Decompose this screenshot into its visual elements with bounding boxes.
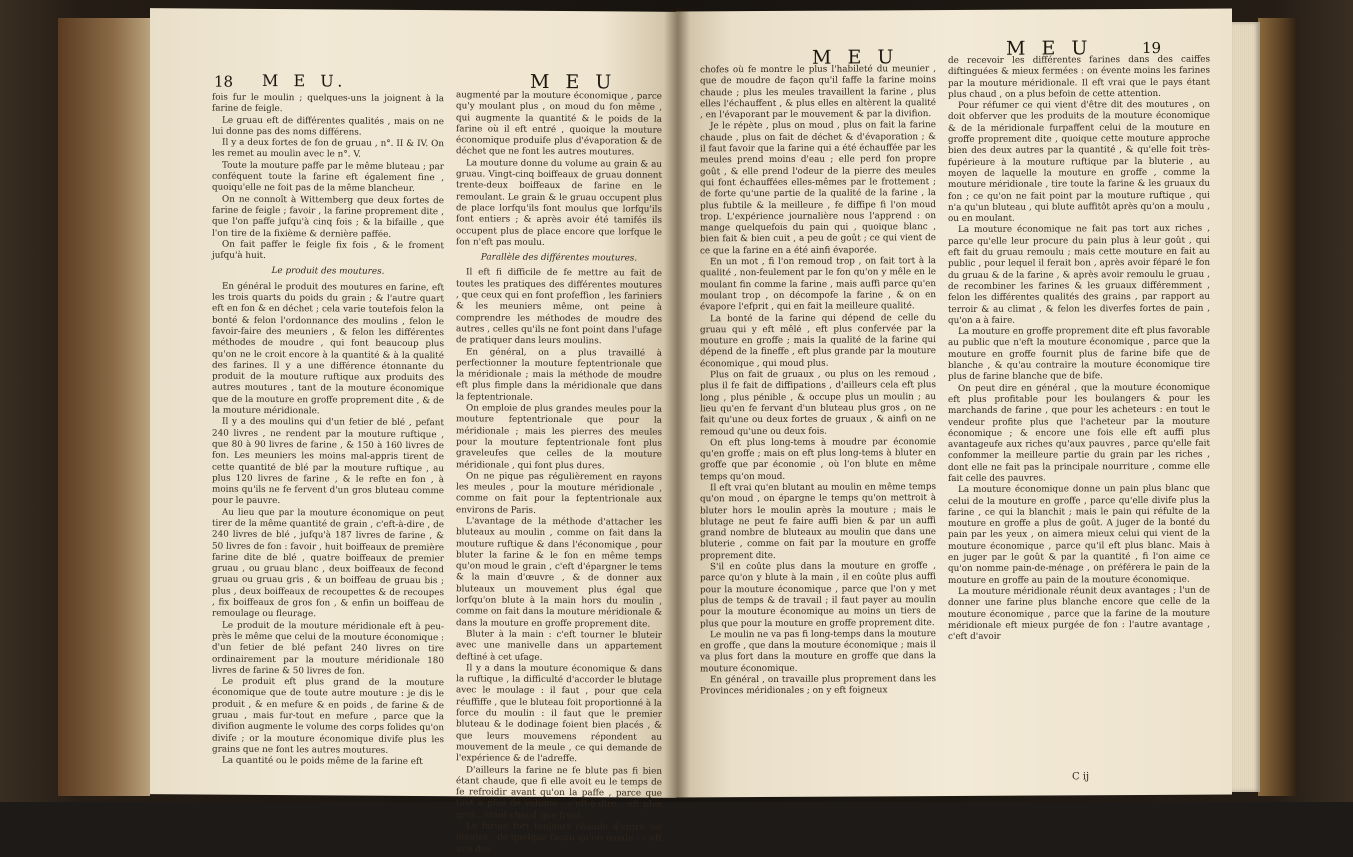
paragraph: Toute la mouture paffe par le même bluteau ; par conféquent toute la farine eft également fine , quoiqu'elle ne foit pas de la même blancheur. [212,160,444,195]
left-cover-edge [58,18,150,796]
section-heading: Le produit des moutures. [271,266,385,278]
running-header-right-col: M E U [530,70,617,94]
paragraph: La mouture en groffe proprement dite eft plus favorable au public que n'eft la mouture économique , parce que la mouture en groffe fournit plus de farine bife que de blanche , & qu'au contraire la mouture économique tire plus de farine blanche que de bife. [948,325,1210,383]
paragraph: Le gruau eft de différentes qualités , mais on ne lui donne pas des noms différens. [212,115,444,138]
paragraph: Plus on fait de gruaux , ou plus on les remoud , plus il fe fait de diffipations , d'ailleurs cela eft plus long , plus pénible , & occupe plus un moulin ; au lieu qu'en fe fervant d'un bluteau plus gros , on ne fait qu'une ou deux fortes de gruaux , & ainfi on ne remoud qu'une ou deux fois. [700,369,936,437]
right-page [676,9,1232,798]
paragraph: En un mot , fi l'on remoud trop , on fait tort à la qualité , non-feulement par le fon qu'on y mêle en le moulant fin comme la farine , mais auffi parce qu'en moulant trop , on décompofe la farine , & on en évapore l'efprit , qui en fait la meilleure qualité. [700,256,936,313]
left-page-column-1 [212,93,444,769]
paragraph: Il y a deux fortes de fon de gruau , n°. II & IV. On les remet au moulin avec le n°. V. [212,137,444,161]
paragraph: On emploie de plus grandes meules pour la mouture feptentrionale que pour la méridionale ; mais les pierres des meules pour la mouture feptentrionale font plus graveleufes que celles de la mouture méridionale , qui font plus dures. [456,403,662,471]
paragraph: Bluter à la main : c'eft tourner le bluteir avec une manivelle dans un appartement deftiné à cet ufage. [456,629,662,663]
paragraph: La mouture économique ne fait pas tort aux riches , parce qu'elle leur procure du pain plus à leur goût , qui eft fait du gruau remoulu ; mais cette mouture en fait au public , pour lequel il ferait bon , après avoir féparé le fon du gruau & de la farine , & après avoir remoulu le gruau , de recombiner les farines & les gruaux différemment , felon les différentes qualités des grains , par rapport au terroir & au climat , & felon les diverfes fortes de pain , qu'on a à faire. [948,224,1210,326]
page-stack-edge [1232,22,1260,792]
paragraph: D'ailleurs la farine ne fe blute pas fi bien étant chaude, que fi elle avoit eu le temps de fe refroidir avant qu'on la paffe , parce que tout a plus de volume , c'eft-à-dire , eft plus gros , étant chaud que froid. [456,764,662,821]
paragraph: augmenté par la mouture économique , parce qu'y moulant plus , on moud du fon même , qui augmente la quantité & le poids de la farine où il eft entré , quoique la mouture économique produife plus d'évaporation & de déchet que ne font les autres moutures. [456,90,662,159]
page-number-right: 19 [1142,38,1162,58]
paragraph: On ne connoît à Wittemberg que deux fortes de farine de feigle ; favoir , la farine proprement dite , que l'on paffe jufqu'à cinq fois ; & la bifaille , que l'on tire de la fixième & dernière paffée. [212,194,444,240]
paragraph: La mouture économique donne un pain plus blanc que celui de la mouture en groffe , parce qu'elle divife plus la farine , ce qui la blanchit ; mais le pain qui réfulte de la mouture en groffe a plus de goût. A juger de la bonté du pain par les yeux , on aimera mieux celui qui vient de la mouture économique , parce qu'il eft plus blanc. Mais à en juger par le goût & par la quantité , fi l'on aime ce qu'on nomme pain-de-ménage , on préférera le pain de la mouture en groffe au pain de la mouture économique. [948,483,1210,586]
left-page [150,8,676,855]
paragraph: Je le répète , plus on moud , plus on fait la farine chaude , plus on fait de déchet & d'évaporation ; & il faut favoir que la farine qui a été échauffée par les meules prend moins d'eau ; elle perd fon propre goût , & elle prend l'odeur de la pierre des meules qui font échauffées elles-mêmes par le frottement ; de forte qu'une partie de la qualité de la farine , la plus fubtile & la meilleure , fe diffipe fi l'on moud trop. L'expérience journalière nous l'apprend : on mange quelquefois du pain qui , quoique blanc , bien fait & bien cuit , a peu de goût ; ce qui vient de ce que la farine en a été ainfi évaporée. [700,120,936,257]
paragraph: Le produit de la mouture méridionale eft à peu-près le même que celui de la mouture économique : d'un fetier de blé pefant 240 livres on tire ordinairement par la mouture méridionale 180 livres de farine & 50 livres de fon. [212,620,444,677]
paragraph: Il eft vrai qu'en blutant au moulin en même temps qu'on moud , on épargne le temps qu'on mettroit à bluter hors le moulin après la mouture ; mais le blutage ne peut fe faire auffi bien & par un auffi grand nombre de bluteaux au moulin que dans une bluterie , comme on fait par la mouture en groffe proprement dite. [700,482,936,562]
paragraph: Au lieu que par la mouture économique on peut tirer de la même quantité de grain , c'eft-à-dire , de 240 livres de blé , jufqu'à 187 livres de farine , & 50 livres de fon : favoir , huit boiffeaux de première farine dite de blé , quatre boiffeaux de premier gruau , ou gruau blanc , deux boiffeaux de fecond gruau ou gruau gris , & un boiffeau de gruau bis ; plus , deux boiffeaux de recoupettes & de recoupes , fix boiffeaux de gros fon , & enfin un boiffeau de remoulage ou fleurage. [212,507,444,620]
right-page-column-2 [948,55,1210,644]
paragraph: Il y a dans la mouture économique & dans la ruftique , la difficulté d'accorder le blutage avec le moulage : il faut , pour que cela réuffiffe , que le bluteau foit proportionné à la force du moulin : il faut que le premier bluteau & le dodinage foient bien placés , & que leurs mouvemens répondent au mouvement de la meule , ce qui demande de l'expérience & de l'adreffe. [456,663,662,765]
paragraph: Le moulin ne va pas fi long-temps dans la mouture en groffe , que dans la mouture économique ; mais il va plus fort dans la mouture en groffe que dans la mouture économique. [700,628,936,675]
running-header-right-col: M E U [1006,37,1093,60]
paragraph: On eft plus long-tems à moudre par économie qu'en groffe ; mais on eft plus long-tems à bluter en groffe que par économie , où l'on blute en même temps qu'on moud. [700,436,936,483]
section-heading: Parallèle des différentes moutures. [480,252,638,264]
paragraph: Pour réfumer ce qui vient d'être dit des moutures , on doit obferver que les produits de la mouture économique & de la méridionale furpaffent celui de la mouture en groffe proprement dite , quoique cette mouture approche bien des deux autres par la quantité , & qu'elle foit très-fupérieure à la mouture ruftique par la bluterie , au moyen de laquelle la mouture en groffe , comme la mouture méridionale , tire toute la farine & les gruaux du fon ; ce qu'on ne fait point par la mouture ruftique , qui n'a qu'un bluteau , qui blute auffitôt après qu'on a moulu , ou en moulant. [948,99,1210,225]
paragraph: La farine fort toujours chaude d'entre les meules , de quelque façon qu'on moule ; c'eft une des [456,821,662,855]
paragraph: S'il en coûte plus dans la mouture en groffe , parce qu'on y blute à la main , il en coûte plus auffi pour la mouture économique , parce que l'on y met plus de temps & de travail ; il faut payer au moulin pour la mouture économique au moins un tiers de plus que pour la mouture en groffe proprement dite. [700,561,936,629]
paragraph: La bonté de la farine qui dépend de celle du gruau qui y eft mêlé , eft plus confervée par la mouture en groffe ; mais la qualité de la farine qui dépend de la fineffe , eft plus grande par la mouture économique , qui moud plus. [700,312,936,370]
running-header-left-col: M E U [812,46,899,69]
paragraph: Il eft fi difficile de fe mettre au fait de toutes les pratiques des différentes moutures , que ceux qui en font profeffion , les fariniers & les meuniers même, ont peine à comprendre les méthodes de moudre des autres , celles qu'ils ne font point dans l'ufage de pratiquer dans leurs moulins. [456,267,662,347]
paragraph: L'avantage de la méthode d'attacher les bluteaux au moulin , comme on fait dans la mouture ruftique & dans l'économique , pour bluter la farine & le fon en même temps qu'on moud le grain , c'eft d'épargner le tems & la main d'œuvre , & de donner aux bluteaux un mouvement plus égal que lorfqu'on blute à la main hors du moulin , comme on fait dans la mouture méridionale & dans la mouture en groffe proprement dite. [456,516,662,630]
page-number-left: 18 [214,72,234,91]
paragraph: On peut dire en général , que la mouture économique eft plus profitable pour les boulangers & pour les marchands de farine , que pour les acheteurs : en tout le vendeur profite plus que l'acheteur par la mouture économique ; & encore une fois elle eft auffi plus avantageufe aux riches qu'aux pauvres , parce qu'elle fait confommer la meilleure partie du grain par les riches , dont elle ne fait pas la principale nourriture , comme elle fait celle des pauvres. [948,382,1210,485]
paragraph: La quantité ou le poids même de la farine eft [222,755,423,768]
book-gutter [664,8,690,798]
paragraph: Il y a des moulins qui d'un fetier de blé , pefant 240 livres , ne rendent par la mouture ruftique , que 80 à 90 livres de farine , & 150 à 160 livres de fon. Les meuniers les moins mal-appris tirent de cette quantité de blé par la mouture ruftique , au plus 120 livres de farine , & le refte en fon , à moins qu'ils ne fe fervent d'un gros bluteau comme pour le pauvre. [212,416,444,507]
paragraph: fois fur le moulin ; quelques-uns la joignent à la farine de feigle. [212,92,444,115]
paragraph: On ne pique pas régulièrement en rayons les meules , pour la mouture méridionale , comme on fait pour la feptentrionale aux environs de Paris. [456,471,662,516]
paragraph: En général , on travaille plus proprement dans les Provinces méridionales ; on y eft foigneux [700,674,936,697]
right-cover-edge [1258,18,1298,796]
paragraph: On fait paffer le feigle fix fois , & le froment jufqu'à huit. [212,239,444,262]
paragraph: La mouture donne du volume au grain & au gruau. Vingt-cinq boiffeaux de gruau donnent trente-deux boiffeaux de farine en le remoulant. Le grain & le gruau occupent plus de place lorfqu'ils font moulus que lorfqu'ils font entiers ; & après avoir été tamifés ils occupent plus de place encore que lorfque le fon n'eft pas moulu. [456,158,662,248]
paragraph: de recevoir les différentes farines dans des caiffes diftinguées & mieux fermées : on évente moins les farines par la mouture méridionale. Il eft vrai que le pays étant plus chaud , on a plus befoin de cette attention. [948,54,1210,100]
left-page-column-2 [456,90,662,856]
paragraph: En général le produit des moutures en farine, eft les trois quarts du poids du grain ; & l'autre quart eft en fon & en déchet ; cela varie toutefois felon la bonté & felon l'ordonnance des moulins , felon le favoir-faire des meuniers , & felon les différentes méthodes de moudre , qui font beaucoup plus qu'on ne le croit encore à la quantité & à la qualité des farines. Il y a une différence étonnante du produit de la mouture ruftique aux produits des autres moutures , tant de la mouture économique que de la mouture en groffe proprement dite , & de la mouture méridionale. [212,281,444,417]
running-header-left-col: M E U. [262,70,348,91]
paragraph: La mouture méridionale réunit deux avantages ; l'un de donner une farine plus blanche encore que celle de la mouture économique , parce que la farine de la mouture méridionale eft mieux purgée de fon : l'autre avantage , c'eft d'avoir [948,585,1210,643]
right-page-column-1 [700,64,936,698]
signature-mark: C ij [1072,771,1090,783]
paragraph: chofes où fe montre le plus l'habileté du meunier , que de moudre de façon qu'il faffe la farine moins chaude ; plus les meules travaillent la farine , plus elles l'échauffent , & plus elles en altèrent la qualité , en l'évaporant par le mouvement & par la divifion. [700,64,936,121]
paragraph: Le produit eft plus grand de la mouture économique que de toute autre mouture : je dis le produit , & en mefure & en poids , de farine & de gruau , mais fur-tout en mefure , parce que la divifion augmente le volume des corps folides qu'on divife ; or la mouture économique divife plus les grains que ne font les autres moutures. [212,676,444,756]
paragraph: En général, on a plus travaillé à perfectionner la mouture feptentrionale que la méridionale ; mais la méthode de moudre eft plus fimple dans la méridionale que dans la feptentrionale. [456,346,662,403]
